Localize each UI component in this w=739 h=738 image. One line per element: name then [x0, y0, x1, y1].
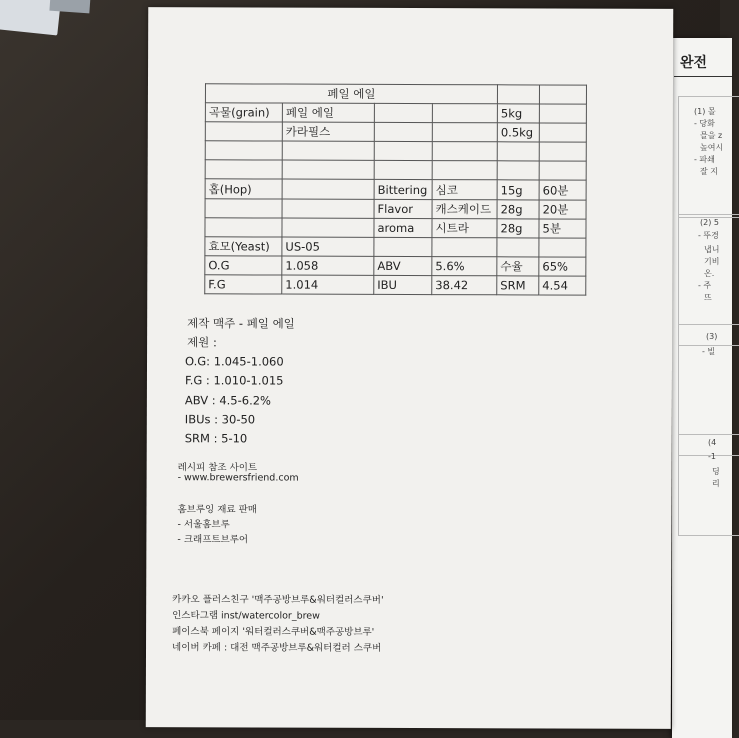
spec-heading: 제작 맥주 - 페일 에일 — [187, 316, 295, 331]
side-sheet-fragment: (1) 몰 — [694, 107, 716, 116]
table-title: 페일 에일 — [205, 84, 497, 104]
spec-line: F.G : 1.010-1.015 — [184, 373, 284, 388]
table-cell: 1.058 — [282, 256, 374, 275]
side-sheet-fragment: 온. — [704, 269, 715, 278]
table-cell — [432, 161, 497, 180]
table-cell: 효모(Yeast) — [205, 237, 282, 256]
spec-line: ABV : 4.5-6.2% — [184, 393, 272, 408]
table-row — [205, 198, 586, 218]
side-sheet-fragment: (3) — [706, 332, 718, 341]
side-sheet-fragment: - 당화 — [694, 119, 715, 128]
table-row — [205, 160, 586, 180]
side-sheet-rule — [674, 76, 732, 77]
side-sheet-fragment: 믈을 z — [700, 131, 723, 140]
side-sheet-fragment: 리 — [712, 479, 720, 488]
table-cell: 28g — [497, 218, 539, 237]
table-row — [205, 237, 586, 257]
contact-line: 카카오 플러스친구 '맥주공방브루&워터컬러스쿠버' — [172, 594, 384, 606]
table-cell — [282, 218, 374, 237]
table-cell: 60분 — [539, 180, 586, 199]
contact-line: 인스타그램 inst/watercolor_brew — [172, 610, 320, 622]
side-sheet-title: 완전 — [680, 55, 708, 71]
table-cell — [282, 199, 374, 218]
table-cell: 심코 — [432, 180, 497, 199]
table-cell: O.G — [205, 256, 282, 275]
table-cell — [539, 161, 586, 180]
shop-item: - 서울홈브루 — [177, 519, 230, 531]
table-cell — [539, 238, 586, 257]
table-cell: 5.6% — [432, 256, 497, 275]
side-sheet-fragment: - 뚜경 — [698, 231, 719, 240]
table-cell: 캐스케이드 — [432, 199, 497, 218]
side-sheet-fragment: (4 — [708, 438, 717, 447]
table-cell: 5kg — [497, 104, 539, 123]
table-cell — [497, 142, 539, 161]
table-row — [205, 217, 586, 237]
table-cell — [374, 237, 432, 256]
side-sheet-fragment: - 빌 — [702, 347, 716, 356]
table-row — [205, 141, 586, 161]
table-cell: 20분 — [539, 200, 586, 219]
table-row — [205, 122, 586, 142]
side-sheet-fragment: (2) 5 — [700, 218, 719, 227]
table-cell: 1.014 — [282, 275, 374, 294]
table-cell — [374, 142, 432, 161]
table-cell — [497, 85, 539, 104]
table-cell: 38.42 — [432, 276, 497, 295]
recipe-sheet — [146, 7, 674, 729]
recipe-table — [204, 83, 587, 295]
side-sheet-fragment: 잘 지 — [700, 167, 718, 176]
table-cell — [205, 160, 282, 179]
table-header-row — [205, 84, 586, 104]
side-sheet-fragment: - 주 — [698, 281, 712, 290]
table-cell — [205, 141, 282, 160]
table-cell — [374, 161, 432, 180]
table-cell: F.G — [205, 275, 282, 294]
table-row — [205, 179, 586, 199]
reference-heading: 레시피 참조 사이트 — [177, 462, 258, 474]
table-cell: IBU — [374, 275, 432, 294]
table-cell — [432, 237, 497, 256]
table-cell: 65% — [539, 257, 586, 276]
table-row — [205, 103, 586, 123]
table-cell: Bittering — [374, 180, 432, 199]
reference-site-link: - www.brewersfriend.com — [177, 472, 299, 484]
table-cell: 시트라 — [432, 218, 497, 237]
table-row — [205, 256, 586, 276]
table-cell: ABV — [374, 256, 432, 275]
side-sheet — [672, 38, 732, 738]
table-cell: 15g — [497, 180, 539, 199]
table-cell: 수율 — [497, 257, 539, 276]
table-cell: 0.5kg — [497, 123, 539, 142]
spec-line: SRM : 5-10 — [184, 431, 248, 446]
shops-heading: 홈브루잉 재료 판매 — [177, 504, 257, 516]
side-sheet-fragment: 뜨 — [704, 293, 712, 302]
table-cell: 카라필스 — [282, 122, 374, 141]
side-sheet-fragment: 냅니 — [704, 245, 720, 254]
side-sheet-box — [678, 434, 739, 536]
table-cell — [205, 217, 282, 236]
table-cell — [205, 122, 282, 141]
table-cell — [282, 180, 374, 199]
spec-line: IBUs : 30-50 — [184, 412, 256, 427]
table-cell — [432, 142, 497, 161]
table-cell: US-05 — [282, 237, 374, 256]
table-cell: SRM — [497, 276, 539, 295]
table-cell: 28g — [497, 199, 539, 218]
table-cell — [282, 141, 374, 160]
table-cell: 5분 — [539, 219, 586, 238]
table-cell: 곡물(grain) — [205, 103, 282, 122]
table-cell — [539, 85, 586, 104]
side-sheet-fragment: 딩 — [712, 467, 720, 476]
contact-line: 페이스북 페이지 '워터컬러스쿠버&맥주공방브루' — [172, 626, 375, 638]
table-cell — [374, 123, 432, 142]
table-cell: aroma — [374, 218, 432, 237]
table-cell — [539, 142, 586, 161]
side-sheet-fragment: -1 — [708, 452, 716, 461]
table-cell — [432, 123, 497, 142]
table-cell: 4.54 — [539, 276, 586, 295]
shop-item: - 크래프트브루어 — [177, 534, 249, 546]
table-cell — [539, 123, 586, 142]
spec-line: O.G: 1.045-1.060 — [184, 354, 284, 369]
side-sheet-fragment: 기비 — [704, 257, 720, 266]
table-cell — [539, 104, 586, 123]
side-sheet-fragment: - 파쇄 — [694, 155, 715, 164]
side-sheet-fragment: 높여시 — [700, 143, 724, 152]
table-cell — [205, 198, 282, 217]
spec-label: 제원 : — [187, 335, 217, 350]
table-cell: 페일 에일 — [282, 103, 374, 122]
table-row — [205, 275, 586, 295]
table-cell — [497, 238, 539, 257]
table-cell: Flavor — [374, 199, 432, 218]
table-cell — [497, 161, 539, 180]
table-cell: 홉(Hop) — [205, 179, 282, 198]
table-cell — [282, 160, 374, 179]
contact-line: 네이버 카페 : 대전 맥주공방브루&워터컬러 스쿠버 — [172, 642, 382, 654]
table-cell — [374, 103, 432, 122]
table-cell — [432, 104, 497, 123]
